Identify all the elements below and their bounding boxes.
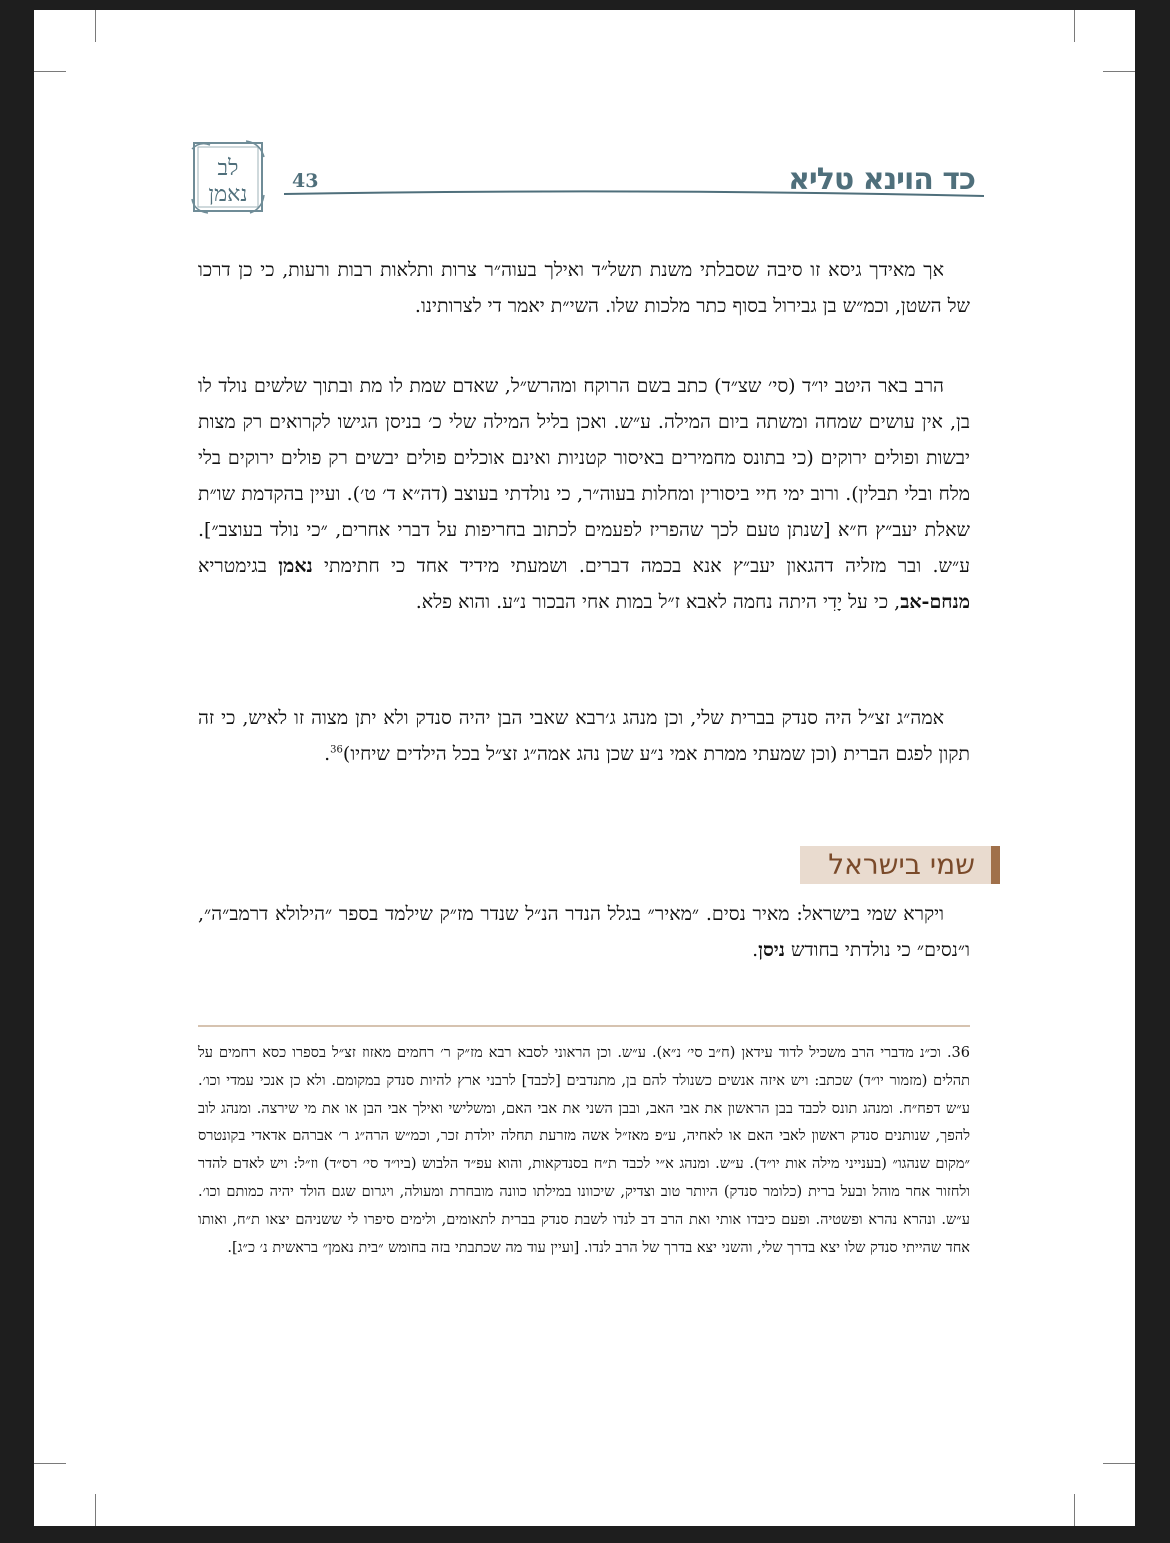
footnote-text: וכ״נ מדברי הרב משכיל לדוד עידאן (ח״ב סי׳ נ״א). ע״ש. וכן הראוני לסבא רבא מז״ק ר׳ רחמים מאזוז זצ״ל בספרו כסא רחמים על תהלים (מזמור יו״ד) שכתב: ויש איזה אנשים כשנולד להם בן, מתנדבים [לכבד] לרבני ארץ להיות סנדק במקומם. ולא כן אנכי עמדי וכו׳. ע״ש דפח״ח. ומנהג תונס לכבד בבן הראשון את אבי האב, ובבן השני את אבי האם, ומשלישי ואילך אבי הבן או את מי שירצה. ומנהג לוב להפך, שנותנים סנדק ראשון לאבי האם או לאחיה, ע״פ מאז״ל אשה מזרעת תחלה יולדת זכר, וכמ״ש הרה״ג ר׳ אברהם אדאדי בקונטרס ״מקום שנהגו״ (בענייני מילה אות יו״ד). ע״ש. ומנהג א״י לכבד ת״ח בסנדקאות, והוא עפ״ד הלבוש (ביו״ד סי׳ רס״ד) וז״ל: ויש לאדם להדר ולחזור אחר מוהל ובעל ברית (כלומר סנדק) היותר טוב וצדיק, שיכוונו במילתו כוונה מובחרת ומעולה, ויגרום שגם הולד יהיה כמותם וכו׳. ע״ש. ונהרא נהרא ופשטיה. ופעם כיבדו אותי ואת הרב דב לנדו לשבת סנדק בברית לתאומים, ולימים סיפרו לי ששניהם יצאו ת״ח, ואותו אחד שהייתי סנדק שלו יצא בדרך שלי, והשני יצא בדרך של הרב לנדו. [ועיין עוד מה שכתבתי בזה בחומש ״בית נאמן״ בראשית נ׳ כ״ג].: [198, 1045, 970, 1256]
logo-text-bottom: נאמן: [208, 182, 248, 207]
bold-word: נאמן: [278, 555, 313, 577]
body-paragraph: [198, 700, 970, 772]
crop-mark: [1103, 1463, 1135, 1464]
paragraph-run: הרב באר היטב יו״ד (סי׳ שצ״ד) כתב בשם הרוקח ומהרש״ל, שאדם שמת לו מת ובתוך שלשים נולד לו בן, אין עושים שמחה ומשתה ביום המילה. ע״ש. ואכן בליל המילה שלי כ׳ בניסן הגישו לקרואים רק מצות יבשות ופולים ירוקים (כי בתונס מחמירים באיסור קטניות ואינם אוכלים פולים יבשים רק פולים ירוקים בלי מלח ובלי תבלין). ורוב ימי חיי ביסורין ומחלות בעוה״ר, כי נולדתי בעוצב (דה״א ד׳ ט׳). ועיין בהקדמת שו״ת שאלת יעב״ץ ח״א [שנתן טעם לכך שהפריז לפעמים לכתוב בחריפות על דברי אחרים, ״כי נולד בעוצב״]. ע״ש. ובר מזליה דהגאון יעב״ץ אנא בכמה דברים. ושמעתי מידיד אחד כי חתימתי: [198, 375, 970, 577]
paragraph-run: אמה״ג זצ״ל היה סנדק בברית שלי, וכן מנהג ג׳רבא שאבי הבן יהיה סנדק ולא יתן מצוה זו לאיש, כי זה תקון לפגם הברית (וכן שמעתי ממרת אמי נ״ע שכן נהג אמה״ג זצ״ל בכל הילדים שיחיו): [198, 707, 970, 765]
document-page: [34, 10, 1135, 1526]
bold-word: ניסן: [758, 939, 785, 961]
paragraph-run: בגימטריא: [198, 555, 267, 577]
body-paragraph: [198, 252, 970, 324]
section-heading: שמי בישראל: [800, 846, 1000, 884]
bold-word: מנחם-אב: [900, 591, 970, 613]
crop-mark: [34, 71, 66, 72]
paragraph-run: .: [324, 743, 331, 765]
paragraph-run: .: [752, 939, 759, 961]
book-logo: [190, 139, 266, 215]
footnote-ref[interactable]: 36: [330, 744, 343, 756]
paragraph-text: אך מאידך גיסא זו סיבה שסבלתי משנת תשל״ד ואילך בעוה״ר צרות ותלאות רבות ורעות, כי כן דרכו של השטן, וכמ״ש בן גבירול בסוף כתר מלכות שלו. השי״ת יאמר די לצרותינו.: [198, 259, 970, 317]
logo-text-top: לב: [217, 156, 239, 181]
crop-mark: [1103, 71, 1135, 72]
crop-mark: [1074, 1494, 1075, 1526]
footnote: [198, 1040, 970, 1262]
paragraph-run: , כי על יָדִי היתה נחמה לאבא ז״ל במות אחי הבכור נ״ע. והוא פלא.: [415, 591, 901, 613]
body-paragraph: [198, 896, 970, 968]
logo-frame-icon: [190, 139, 266, 215]
paragraph-text: [198, 896, 970, 968]
crop-mark: [95, 10, 96, 42]
crop-mark: [1074, 10, 1075, 42]
crop-mark: [95, 1494, 96, 1526]
body-paragraph: [198, 368, 970, 620]
running-title: כד הוינא טליא: [788, 162, 975, 197]
crop-mark: [34, 1463, 66, 1464]
paragraph-text: [198, 700, 970, 772]
footnote-number: 36.: [946, 1045, 970, 1061]
paragraph-run: ויקרא שמי בישראל: מאיר נסים. ״מאיר״ בגלל הנדר הנ״ל שנדר מז״ק שילמד בספר ״הילולא דרמב״ה״, ו״נסים״ כי נולדתי בחודש: [198, 903, 970, 961]
footnote-divider: [198, 1025, 970, 1027]
page-number: 43: [292, 170, 319, 192]
paragraph-text: [198, 368, 970, 620]
